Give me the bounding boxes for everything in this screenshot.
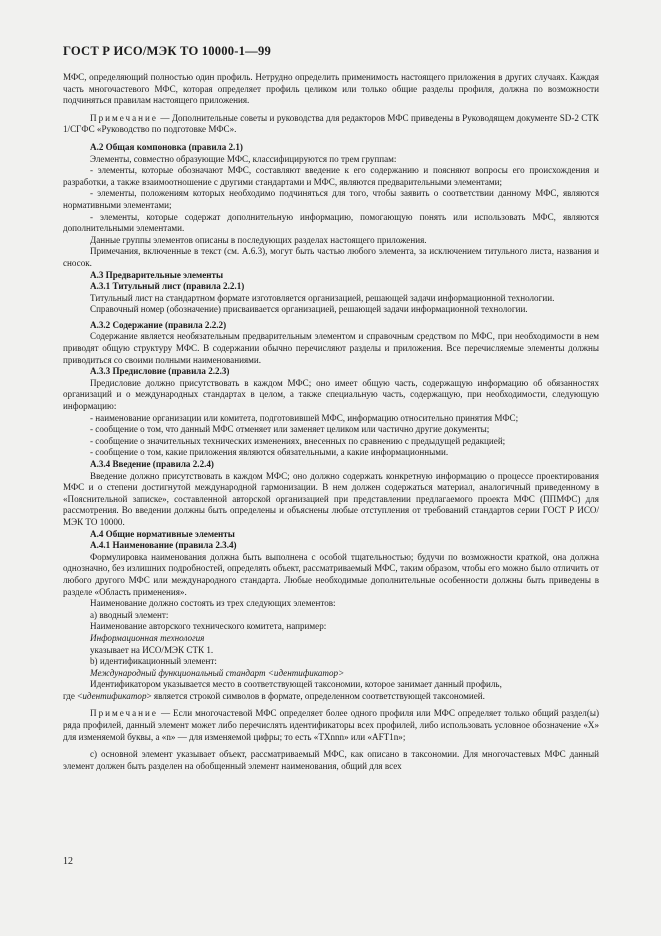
paragraph: Предисловие должно присутствовать в каждом МФС; оно имеет общую часть, содержащую информацию об обязанностях организаций и о международных стандартах в целом, а также специальную часть, содержащую, при необходимости, следующую информацию: bbox=[63, 377, 599, 412]
section-heading: А.3 Предварительные элементы bbox=[90, 269, 224, 280]
subsection-heading: А.3.2 Содержание (правила 2.2.2) bbox=[90, 319, 227, 330]
list-item: - элементы, которые обозначают МФС, составляют введение к его содержанию и поясняют вопросы его происхождения и разработки, а также взаимоотношение с другими стандартами и МФС, являются предварительными элементами; bbox=[63, 165, 599, 187]
page-body bbox=[63, 72, 599, 772]
section-heading: А.4 Общие нормативные элементы bbox=[90, 528, 235, 539]
note-lead: Примечание bbox=[90, 708, 158, 719]
paragraph: указывает на ИСО/МЭК СТК 1. bbox=[90, 644, 214, 655]
example-text: Международный функциональный стандарт <идентификатор> bbox=[90, 667, 345, 678]
paragraph: Наименование должно состоять из трех следующих элементов: bbox=[90, 598, 336, 609]
list-item: - элементы, положениям которых необходимо подчиняться для того, чтобы заявить о соответствии данному МФС, являются нормативными элементами; bbox=[63, 188, 599, 210]
note-text: — Если многочастевой МФС определяет более одного профиля или МФС определяет только общий раздел(ы) ряда профилей, данный элемент может либо перечислять идентификаторы всех профилей, либо использовать условное обозначение «Х» для изменяемой буквы, а «n» — для изменяемой цифры; то есть «TXnnn» или «AFT1n»; bbox=[63, 708, 599, 742]
note-text: — Дополнительные советы и руководства для редакторов МФС приведены в Руководящем документе SD-2 СТК 1/СГФС «Руководство по подготовке МФС». bbox=[63, 112, 599, 135]
paragraph: Введение должно присутствовать в каждом МФС; оно должно содержать конкретную информацию о процессе проектирования МФС и о степени достигнутой международной гармонизации. В нем должен содержаться материал, аналогичный приведенному в «Пояснительной записке», составленной авторской организацией при представлении предлагаемого проекта МФС (ППМФС) для рассмотрения. Во введении должны быть определены и объяснены любые отступления от требований стандартов серии ГОСТ Р ИСО/МЭК ТО 10000. bbox=[63, 470, 599, 527]
list-item: b) идентификационный элемент: bbox=[90, 656, 217, 667]
list-item: - элементы, которые содержат дополнительную информацию, помогающую понять или использовать МФС, являются дополнительными элементами. bbox=[63, 211, 599, 234]
paragraph: МФС, определяющий полностью один профиль. Нетрудно определить применимость настоящего приложения в других случаях. Каждая часть многочастевого МФС, которая определяет профиль целиком или только общие разделы профиля, должна по возможности подчиняться правилам настоящего приложения. bbox=[63, 72, 599, 106]
example-text: Информационная технология bbox=[90, 632, 205, 643]
list-item: а) вводный элемент: bbox=[90, 609, 169, 620]
list-item: - наименование организации или комитета, подготовившей МФС, информацию относительно принятия МФС; bbox=[90, 412, 519, 423]
list-item: - сообщение о том, какие приложения являются обязательными, а какие информационными. bbox=[90, 447, 449, 458]
page-number: 12 bbox=[63, 856, 73, 867]
paragraph: Элементы, совместно образующие МФС, классифицируются по трем группам: bbox=[90, 153, 397, 164]
subsection-heading: А.3.3 Предисловие (правила 2.2.3) bbox=[90, 366, 230, 377]
paragraph: Идентификатором указывается место в соответствующей таксономии, которое занимает данный профиль, bbox=[90, 679, 502, 690]
paragraph: Титульный лист на стандартном формате изготовляется организацией, решающей задачи информационной технологии. bbox=[90, 292, 555, 303]
section-heading: А.2 Общая компоновка (правила 2.1) bbox=[90, 141, 243, 152]
subsection-heading: А.4.1 Наименование (правила 2.3.4) bbox=[90, 540, 237, 551]
list-item: с) основной элемент указывает объект, рассматриваемый МФС, как описано в таксономии. Для многочастевых МФС данный элемент должен быть разделен на обобщенный элемент наименования, общий для всех bbox=[63, 749, 599, 771]
document-header: ГОСТ Р ИСО/МЭК ТО 10000-1—99 bbox=[63, 44, 271, 58]
list-item: - сообщение о том, что данный МФС отменяет или заменяет целиком или частично другие документы; bbox=[90, 424, 490, 435]
note bbox=[63, 113, 599, 136]
list-item: - сообщение о значительных технических изменениях, внесенных по сравнению с предыдущей редакцией; bbox=[90, 435, 506, 446]
paragraph: Примечания, включенные в текст (см. А.6.3), могут быть частью любого элемента, за исключением титульного листа, названия и сносок. bbox=[63, 246, 599, 268]
paragraph: Наименование авторского технического комитета, например: bbox=[90, 621, 327, 632]
subsection-heading: А.3.1 Титульный лист (правила 2.2.1) bbox=[90, 281, 245, 292]
paragraph: Справочный номер (обозначение) присваивается организацией, решающей задачи информационной технологии. bbox=[90, 304, 528, 315]
paragraph: где <идентификатор> является строкой символов в формате, определенном соответствующей таксономией. bbox=[63, 690, 485, 701]
paragraph: Формулировка наименования должна быть выполнена с особой тщательностью; будучи по возможности краткой, она должна однозначно, без излишних подробностей, определять объект, рассматриваемый МФС, таким образом, чтобы его можно было отличить от любого другого МФС или международного стандарта. Любые необходимые дополнительные особенности должны быть приведены в разделе «Область применения». bbox=[63, 551, 599, 597]
paragraph: Содержание является необязательным предварительным элементом и справочным средством по МФС, при необходимости в нем приводят общую структуру МФС. В содержании обычно перечисляют разделы и приложения. Все перечисляемые элементы должны приводиться со своими полными наименованиями. bbox=[63, 331, 599, 365]
paragraph: Данные группы элементов описаны в последующих разделах настоящего приложения. bbox=[90, 234, 427, 245]
note bbox=[63, 708, 599, 743]
note-lead: Примечание bbox=[90, 112, 158, 123]
subsection-heading: А.3.4 Введение (правила 2.2.4) bbox=[90, 459, 214, 469]
